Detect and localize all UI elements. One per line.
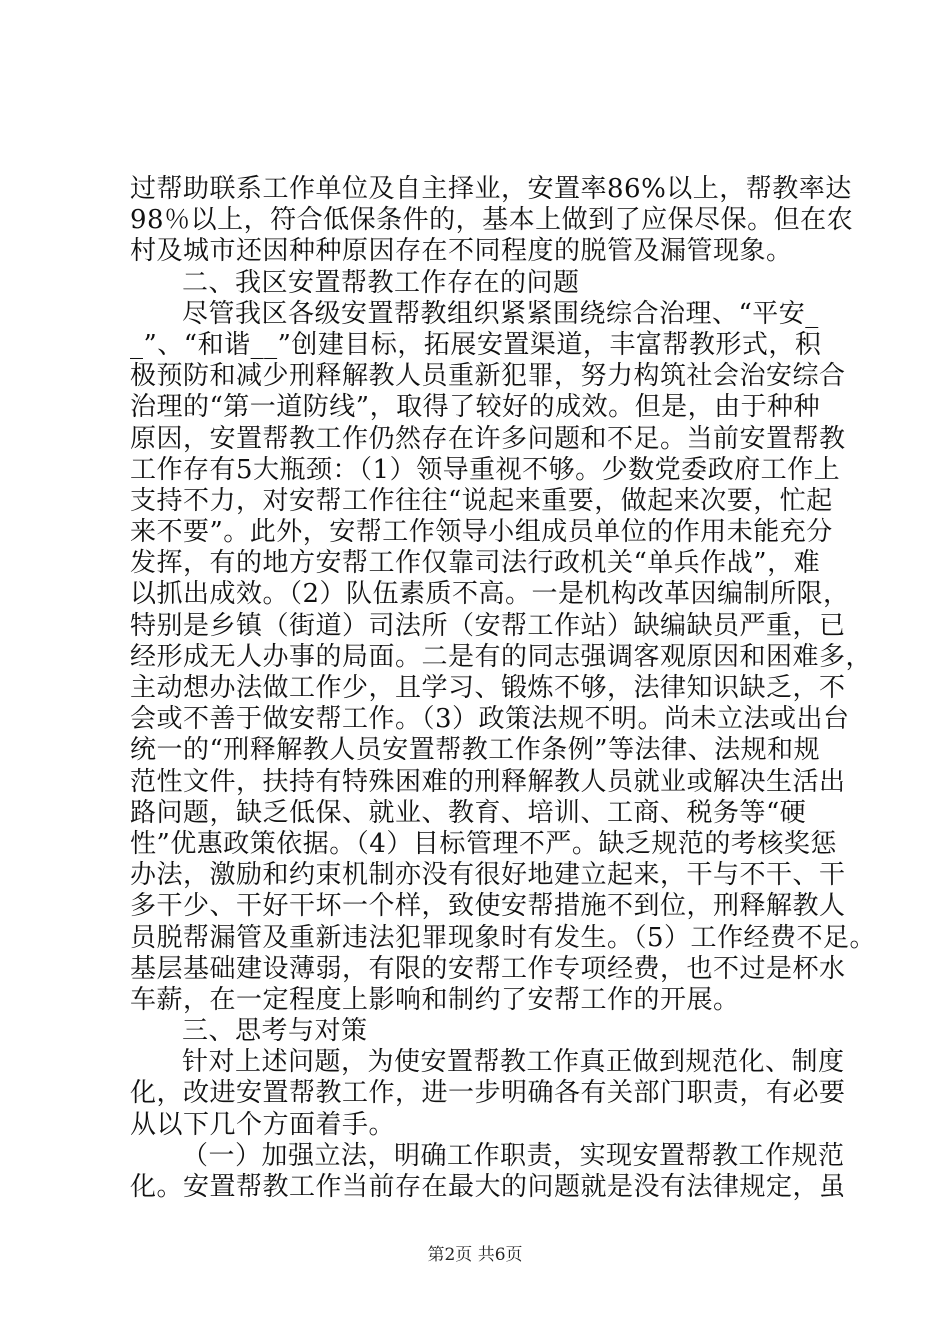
text-line: 村及城市还因种种原因存在不同程度的脱管及漏管现象。: [130, 236, 793, 267]
text-line: 经形成无人办事的局面。二是有的同志强调客观原因和困难多，: [130, 641, 873, 672]
text-line: 统一的“刑释解教人员安置帮教工作条例”等法律、法规和规: [130, 735, 821, 766]
text-line: 过帮助联系工作单位及自主择业，安置率86%以上，帮教率达: [130, 174, 852, 204]
text-line: 针对上述问题，为使安置帮教工作真正做到规范化、制度: [182, 1047, 845, 1078]
text-line: 来不要”。此外，安帮工作领导小组成员单位的作用未能充分: [130, 517, 833, 548]
text-line: 工作存有5大瓶颈：（1）领导重视不够。少数党委政府工作上: [130, 454, 841, 485]
text-line: 尽管我区各级安置帮教组织紧紧围绕综合治理、“平安_: [182, 298, 819, 329]
text-line: 二、我区安置帮教工作存在的问题: [182, 267, 580, 298]
text-line: 主动想办法做工作少，且学习、锻炼不够，法律知识缺乏，不: [130, 673, 846, 703]
text-line: 性”优惠政策依据。（4）目标管理不严。缺乏规范的考核奖惩: [130, 828, 837, 859]
text-line: （一）加强立法，明确工作职责，实现安置帮教工作规范: [182, 1140, 845, 1171]
text-line: 路问题，缺乏低保、就业、教育、培训、工商、税务等“硬: [130, 797, 807, 828]
text-line: 化，改进安置帮教工作，进一步明确各有关部门职责，有必要: [130, 1078, 846, 1109]
text-line: 范性文件，扶持有特殊困难的刑释解教人员就业或解决生活出: [130, 766, 846, 797]
text-line: 化。安置帮教工作当前存在最大的问题就是没有法律规定，虽: [130, 1172, 846, 1202]
text-line: 办法，激励和约束机制亦没有很好地建立起来，干与不干、干: [130, 860, 846, 891]
text-line: 会或不善于做安帮工作。（3）政策法规不明。尚未立法或出台: [130, 704, 850, 735]
text-line: 员脱帮漏管及重新违法犯罪现象时有发生。（5）工作经费不足。: [130, 922, 877, 953]
text-line: 从以下几个方面着手。: [130, 1109, 396, 1140]
text-line: 三、思考与对策: [182, 1016, 368, 1047]
text-line: 特别是乡镇（街道）司法所（安帮工作站）缺编缺员严重，已: [130, 610, 846, 641]
text-line: 治理的“第一道防线”，取得了较好的成效。但是，由于种种: [130, 392, 821, 423]
document-body: [130, 174, 877, 1203]
text-line: 发挥，有的地方安帮工作仅靠司法行政机关“单兵作战”，难: [130, 548, 821, 579]
text-line: 多干少、干好干坏一个样，致使安帮措施不到位，刑释解教人: [130, 891, 846, 922]
text-line: 基层基础建设薄弱，有限的安帮工作专项经费，也不过是杯水: [130, 953, 846, 984]
text-line: 原因，安置帮教工作仍然存在许多问题和不足。当前安置帮教: [130, 423, 846, 454]
text-line: 车薪，在一定程度上影响和制约了安帮工作的开展。: [130, 984, 740, 1015]
text-line: 支持不力，对安帮工作往往“说起来重要，做起来次要，忙起: [130, 485, 833, 516]
text-line: 98％以上，符合低保条件的，基本上做到了应保尽保。但在农: [130, 205, 854, 236]
text-line: 极预防和减少刑释解教人员重新犯罪，努力构筑社会治安综合: [130, 361, 846, 392]
page-footer: 第2页 共6页: [427, 1245, 523, 1265]
text-line: _”、“和谐__”创建目标，拓展安置渠道，丰富帮教形式，积: [130, 329, 822, 360]
text-line: 以抓出成效。（2）队伍素质不高。一是机构改革因编制所限，: [130, 579, 850, 610]
